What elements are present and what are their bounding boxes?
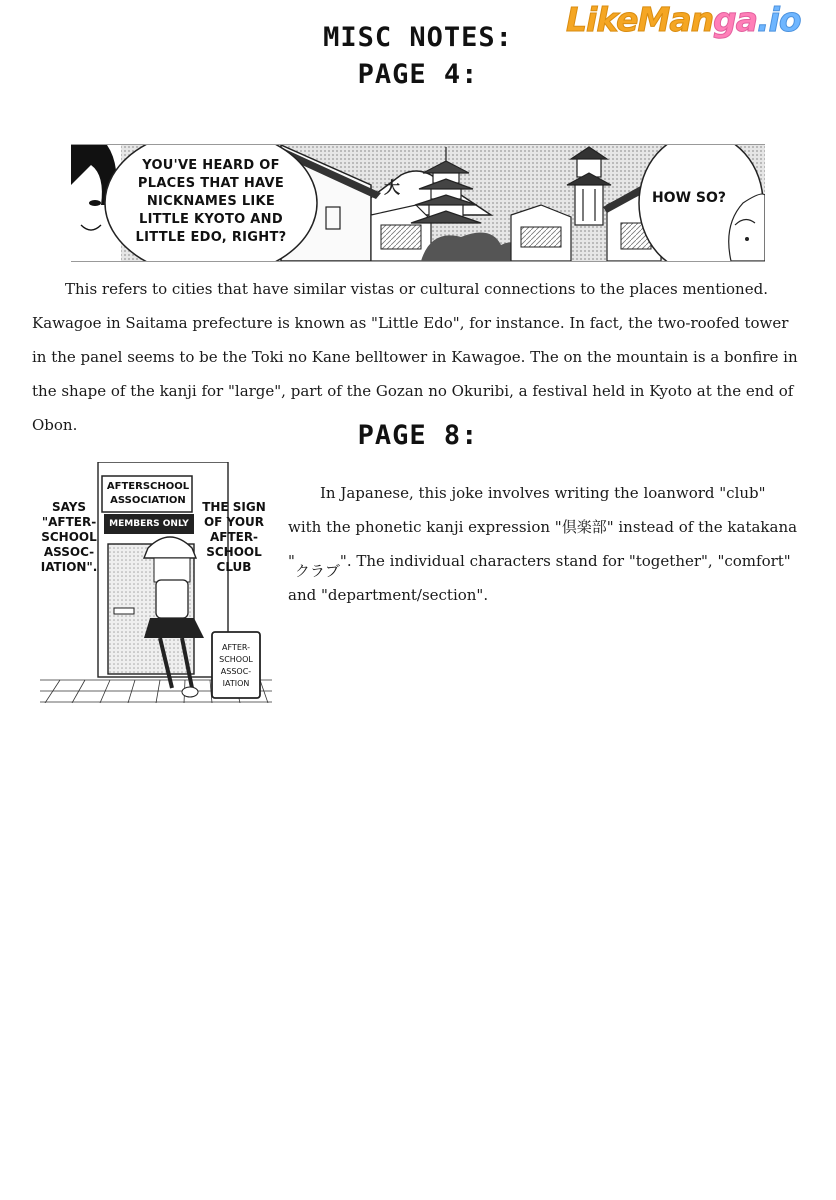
page8-katakana: クラブ <box>294 562 340 580</box>
page8-text-part2: ". The individual characters stand for "together", "comfort" and "department/section". <box>288 552 791 604</box>
sign-members-only: MEMBERS ONLY <box>109 519 189 529</box>
bubble-left-text: YOU'VE HEARD OF PLACES THAT HAVE NICKNAMES LIKE LITTLE KYOTO AND LITTLE EDO, RIGHT? <box>135 158 287 245</box>
page8-text-part1: In Japanese, this joke involves writing the loanword "club" with the phonetic kanji expression "倶楽部" instead of the katakana " <box>288 484 798 570</box>
board-text: AFTER-SCHOOL ASSOC-IATION <box>219 643 253 688</box>
page4-comic-panel <box>71 144 765 262</box>
page8-heading: PAGE 8: <box>357 420 479 451</box>
watermark-part-3: .io <box>756 0 801 39</box>
page8-comic-panel <box>40 462 272 703</box>
watermark-part-1: LikeMan <box>566 0 714 39</box>
sign-afterschool-association: AFTERSCHOOL ASSOCIATION <box>106 481 190 506</box>
watermark-part-2: ga <box>713 0 757 39</box>
bubble-right-text: HOW SO? <box>651 190 727 206</box>
page8-paragraph <box>288 476 798 612</box>
note-right-text: THE SIGN OF YOUR AFTER-SCHOOL CLUB <box>202 500 266 574</box>
page4-paragraph: This refers to cities that have similar vistas or cultural connections to the places mentioned. Kawagoe in Saitama prefecture is known as "Little Edo", for instance. In fact, the two-roofed tower in the panel seems to be the Toki no Kane belltower in Kawagoe. The on the mountain is a bonfire in the shape of the kanji for "large", part of the Gozan no Okuribi, a festival held in Kyoto at the end of Obon. <box>32 280 798 434</box>
note-left-text: SAYS "AFTER-SCHOOL ASSOC-IATION". <box>40 500 98 574</box>
mountain-kanji: 大 <box>384 178 401 197</box>
misc-notes-heading: MISC NOTES: <box>323 22 513 53</box>
page4-heading: PAGE 4: <box>357 59 479 90</box>
